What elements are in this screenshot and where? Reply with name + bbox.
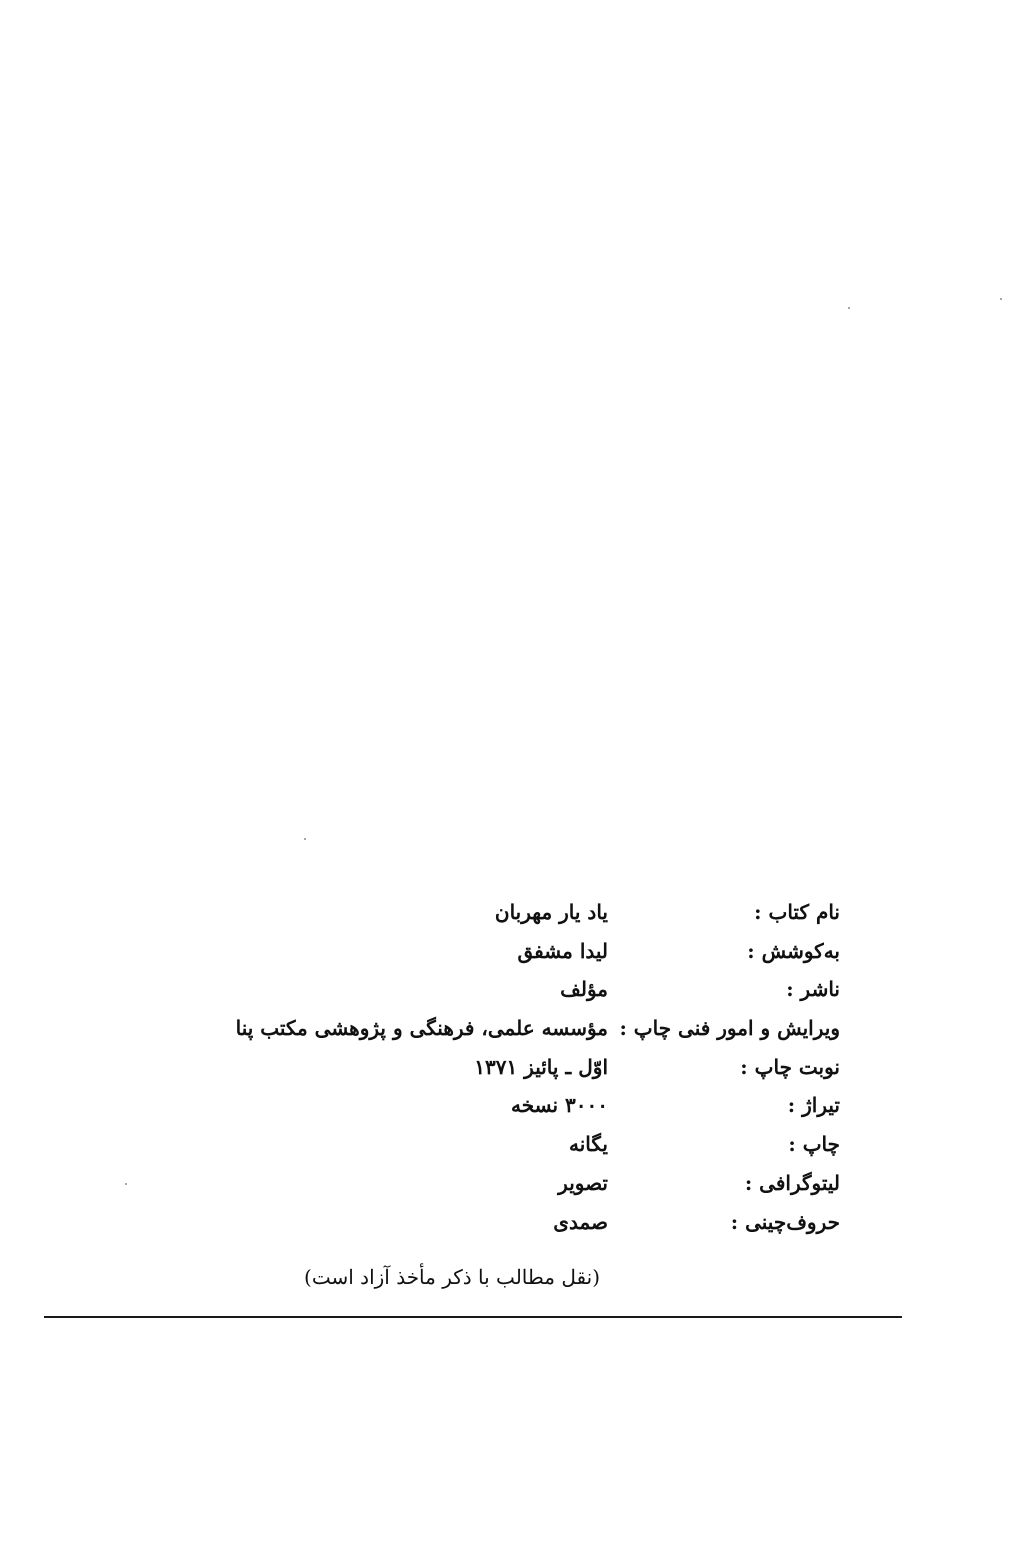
- printer-value: یگانه: [569, 1132, 608, 1157]
- scan-speck: [125, 1183, 127, 1185]
- colophon: [230, 893, 840, 1241]
- edition-value: اوّل ـ پائیز ۱۳۷۱: [474, 1054, 608, 1079]
- print-run-value: ۳۰۰۰ نسخه: [511, 1093, 608, 1118]
- printer-label: چاپ :: [788, 1132, 840, 1157]
- compiler-row: [230, 932, 840, 971]
- editing-label: ویرایش و امور فنی چاپ :: [619, 1016, 840, 1041]
- reproduction-note: (نقل مطالب با ذکر مأخذ آزاد است): [304, 1265, 600, 1289]
- compiler-label: به‌کوشش :: [747, 938, 840, 963]
- print-run-label: تیراژ :: [787, 1093, 840, 1118]
- typesetting-label: حروف‌چینی :: [730, 1209, 840, 1234]
- printer-row: [230, 1125, 840, 1164]
- typesetting-row: [230, 1203, 840, 1242]
- scan-speck: [304, 838, 306, 840]
- horizontal-rule: [44, 1316, 902, 1318]
- print-run-row: [230, 1086, 840, 1125]
- editing-value: مؤسسه علمی، فرهنگی و پژوهشی مکتب پنا: [235, 1016, 608, 1041]
- editing-row: [230, 1009, 840, 1048]
- typesetting-value: صمدی: [553, 1209, 608, 1234]
- book-title-label: نام کتاب :: [754, 900, 840, 924]
- lithography-value: تصویر: [558, 1170, 608, 1195]
- scan-speck: [848, 307, 850, 309]
- book-title-row: [230, 893, 840, 932]
- scan-speck: [1000, 298, 1002, 300]
- edition-row: [230, 1048, 840, 1087]
- edition-label: نوبت چاپ :: [740, 1054, 840, 1079]
- publisher-value: مؤلف: [560, 977, 608, 1002]
- lithography-label: لیتوگرافی :: [744, 1170, 840, 1195]
- compiler-value: لیدا مشفق: [517, 938, 608, 963]
- publisher-row: [230, 970, 840, 1009]
- book-title-value: یاد یار مهربان: [494, 900, 608, 924]
- lithography-row: [230, 1164, 840, 1203]
- publisher-label: ناشر :: [786, 977, 840, 1002]
